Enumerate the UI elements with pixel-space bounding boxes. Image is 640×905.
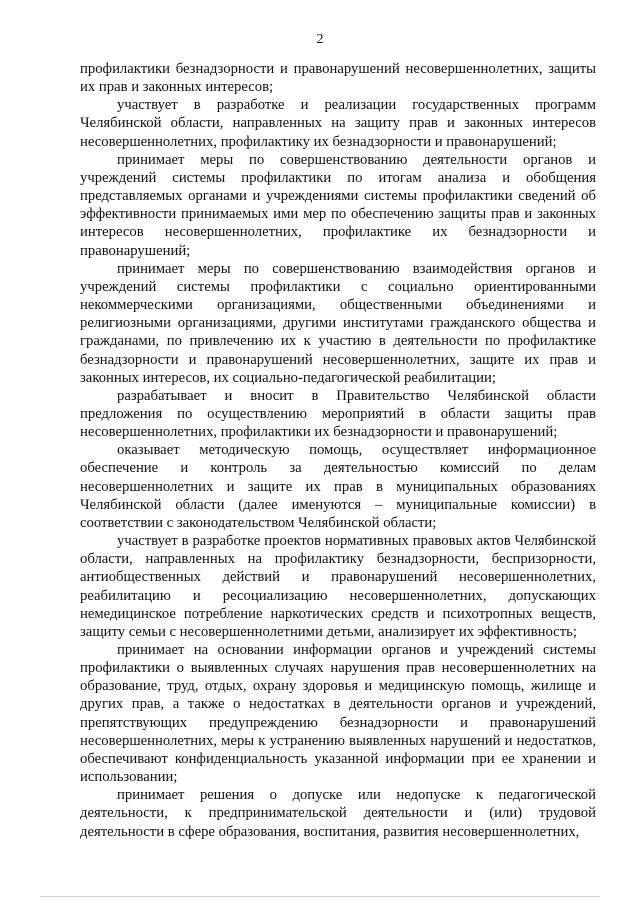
paragraph: участвует в разработке и реализации государственных программ Челябинской области, направленных на защиту прав и законных интересов несовершеннолетних, профилактику их безнадзорности и правонарушений; <box>80 97 596 150</box>
document-body <box>80 60 596 841</box>
paragraph: принимает решения о допуске или недопуске к педагогической деятельности, к предпринимательской деятельности и (или) трудовой деятельности в сфере образования, воспитания, развития несовершеннолетних, <box>80 787 596 840</box>
paragraph: участвует в разработке проектов нормативных правовых актов Челябинской области, направленных на профилактику безнадзорности, беспризорности, антиобщественных действий и правонарушений несовершеннолетних, реабилитацию и ресоциализацию несовершеннолетних, допускающих немедицинское потребление наркотических средств и психотропных веществ, защиту семьи с несовершеннолетними детьми, анализирует их эффективность; <box>80 533 596 640</box>
paragraph: принимает меры по совершенствованию взаимодействия органов и учреждений системы профилактики с социально ориентированными некоммерческими организациями, общественными объединениями и религиозными организациями, другими институтами гражданского общества и гражданами, по привлечению их к участию в деятельности по профилактике безнадзорности и правонарушений несовершеннолетних, защите их прав и законных интересов, их социально-педагогической реабилитации; <box>80 260 596 386</box>
page-bottom-edge <box>40 896 600 897</box>
paragraph: разрабатывает и вносит в Правительство Челябинской области предложения по осуществлению мероприятий в области защиты прав несовершеннолетних, профилактики их безнадзорности и правонарушений; <box>80 387 596 441</box>
paragraph: принимает меры по совершенствованию деятельности органов и учреждений системы профилактики по итогам анализа и обобщения представляемых органами и учреждениями системы профилактики сведений об эффективности принимаемых ими мер по обеспечению защиты прав и законных интересов несовершеннолетних, профилактике их безнадзорности и правонарушений; <box>80 151 596 259</box>
paragraph: профилактики безнадзорности и правонарушений несовершеннолетних, защиты их прав и законных интересов; <box>80 61 596 96</box>
page-number: 2 <box>316 32 324 47</box>
paragraph: принимает на основании информации органов и учреждений системы профилактики о выявленных случаях нарушения прав несовершеннолетних на образование, труд, отдых, охрану здоровья и медицинскую помощь, жилище и других прав, а также о недостатках в деятельности органов и учреждений, препятствующих предупреждению безнадзорности и правонарушений несовершеннолетних, меры к устранению выявленных нарушений и недостатков, обеспечивают конфиденциальность указанной информации при ее хранении и использовании; <box>80 642 596 786</box>
paragraph: оказывает методическую помощь, осуществляет информационное обеспечение и контроль за деятельностью комиссий по делам несовершеннолетних и защите их прав в муниципальных образованиях Челябинской области (далее именуются – муниципальные комиссии) в соответствии с законодательством Челябинской области; <box>80 442 596 531</box>
